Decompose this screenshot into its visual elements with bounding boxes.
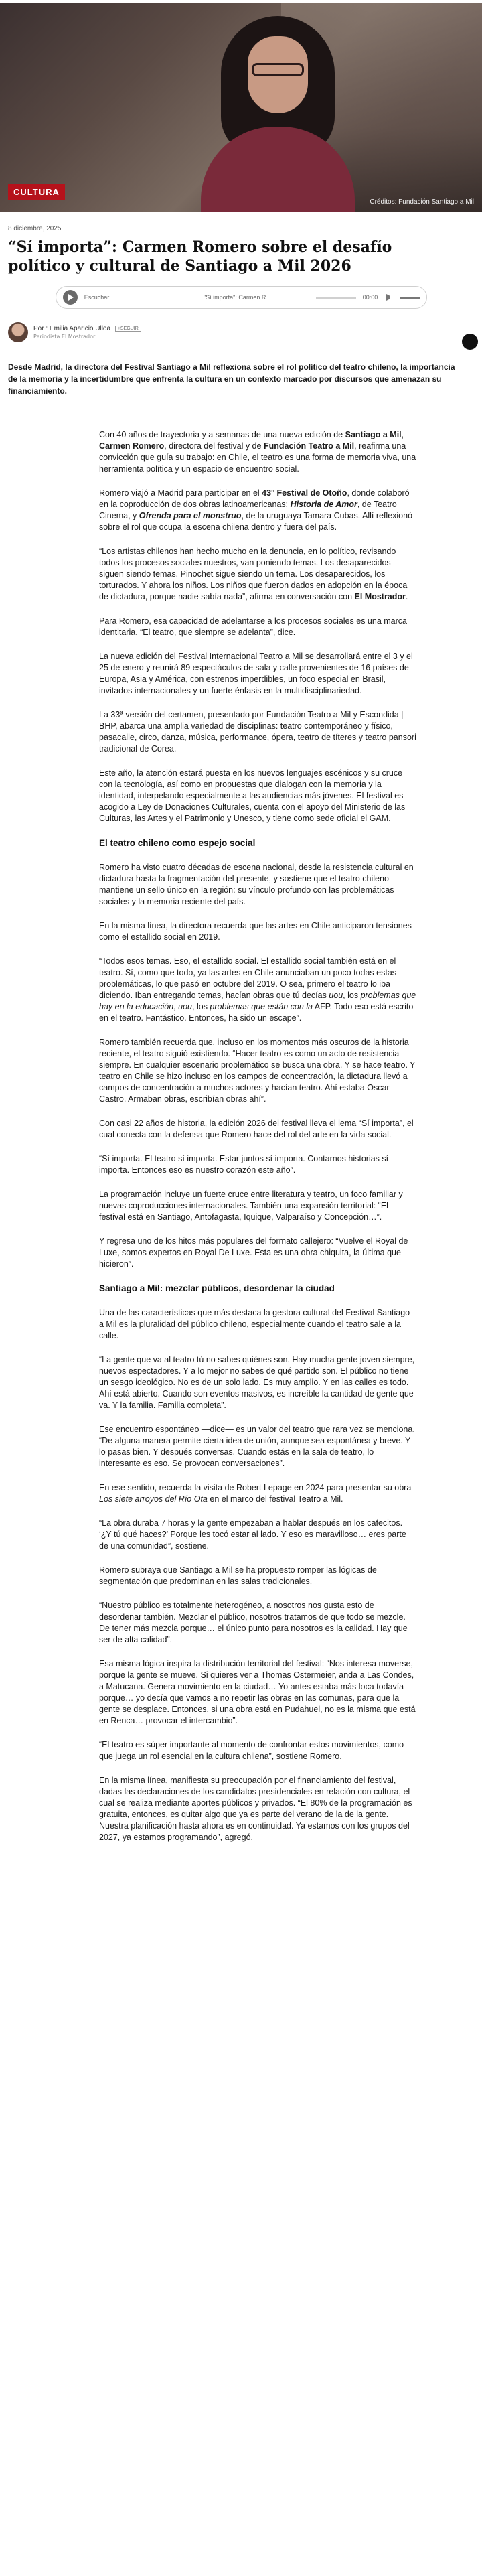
paragraph: “La obra duraba 7 horas y la gente empezaban a hablar después en los cafecitos. ‘¿Y tú qué haces?’ Porque les tocó estar al lado. Y eso es maravilloso… eres parte de una comunidad”, sostiene.	[99, 1518, 406, 1551]
portrait-glasses	[252, 63, 304, 76]
article-lead: Desde Madrid, la directora del Festival Santiago a Mil reflexiona sobre el rol político del teatro chileno, la importancia de la memoria y la incertidumbre que enfrenta la cultura en un contexto marcado por discursos que amenazan su financiamiento.	[8, 362, 455, 396]
byline-prefix: Por :	[33, 325, 48, 332]
hero-image	[0, 3, 482, 212]
paragraph: Esa misma lógica inspira la distribución territorial del festival: “Nos interesa moverse, porque la gente se mueve. Si quieres ver a Thomas Ostermeier, anda a Las Condes, a Matucana. Genera movimiento en la ciudad… Yo antes estaba más loca todavía porque… yo decía que vamos a no repetir las obras en las comunas, para que la gente se desplace. Entonces, si una obra está en Pudahuel, no es la misma que está en Renca… provocar el intercambio”.	[99, 1659, 416, 1725]
paragraph: En la misma línea, la directora recuerda que las artes en Chile anticiparon tensiones como el estallido social en 2019.	[99, 921, 412, 942]
paragraph: La 33ª versión del certamen, presentado por Fundación Teatro a Mil y Escondida | BHP, abarca una amplia variedad de disciplinas: teatro contemporáneo y físico, pasacalle, circo, danza, música, performance, ópera, teatro de títeres y teatro pansori tradicional de Corea.	[99, 710, 416, 754]
paragraph: Con 40 años de trayectoria y a semanas de una nueva edición de Santiago a Mil, Carmen Romero, directora del festival y de Fundación Teatro a Mil, reafirma una convicción que guía su trabajo: en Chile, el teatro es una forma de memoria viva, una herramienta política y un espacio de encuentro social.	[99, 430, 416, 474]
article-title: “Sí importa”: Carmen Romero sobre el desafío político y cultural de Santiago a Mil 2026	[8, 238, 392, 275]
paragraph: Romero viajó a Madrid para participar en el 43° Festival de Otoño, donde colaboró en la coproducción de dos obras latinoamericanas: Historia de Amor, de Teatro Cinema, y Ofrenda para el monstruo, de la uruguaya Tamara Cubas. Allí reflexionó sobre el rol que ocupa la escena chilena dentro y fuera del país.	[99, 488, 413, 532]
section-tag[interactable]: CULTURA	[8, 184, 65, 200]
section-heading: Santiago a Mil: mezclar públicos, desordenar la ciudad	[99, 1283, 335, 1293]
article-body	[99, 429, 416, 1843]
paragraph: La nueva edición del Festival Internacional Teatro a Mil se desarrollará entre el 3 y el 25 de enero y reunirá 89 espectáculos de sala y calle provenientes de 16 países de Europa, Asia y América, con estrenos imperdibles, un foco especial en Brasil, invitados internacionales y un fuerte énfasis en la multidisciplinariedad.	[99, 652, 413, 695]
track-title: "Sí importa": Carmen R	[203, 294, 266, 301]
paragraph: “Los artistas chilenos han hecho mucho en la denuncia, en lo político, revisando todos los procesos sociales nuestros, van poniendo temas. Los desaparecidos siguen siendo temas. Pinochet sigue siendo un tema. Los desaparecidos, los torturados. Y ahora los niños. Los niños que fueron dados en adopción en la época de dictadura, porque nadie sabía nada”, afirma en conversación con El Mostrador.	[99, 547, 408, 601]
photo-credits: Créditos: Fundación Santiago a Mil	[370, 198, 474, 206]
floating-action-button[interactable]	[462, 334, 478, 350]
link[interactable]: 43° Festival de Otoño	[262, 488, 347, 498]
paragraph: “Todos esos temas. Eso, el estallido social. El estallido social también está en el teatro. Sí, como que todo, ya las artes en Chile anunciaban un poco todas estas problemáticas, lo que pasó en octubre del 2019. O sea, primero el teatro lo iba diciendo. Iban entregando temas, hacían obras que tú decías uou, los problemas que hay en la educación, uou, los problemas que están con la AFP. Todo eso está escrito en el teatro. Fantástico. Entonces, ha sido un escape”.	[99, 956, 416, 1023]
audio-player	[56, 286, 427, 309]
portrait-body	[201, 127, 355, 212]
paragraph: Con casi 22 años de historia, la edición 2026 del festival lleva el lema “Sí importa”, el cual conecta con la defensa que Romero hace del rol del arte en la vida social.	[99, 1119, 414, 1139]
paragraph: Una de las características que más destaca la gestora cultural del Festival Santiago a Mil es la pluralidad del público chileno, especialmente cuando el teatro sale a la calle.	[99, 1308, 410, 1340]
play-button[interactable]	[63, 290, 78, 305]
volume-icon[interactable]	[386, 294, 396, 301]
article-date: 8 diciembre, 2025	[8, 225, 62, 232]
follow-button[interactable]: +SEGUIR	[115, 326, 141, 332]
author-role: Periodista El Mostrador	[33, 334, 96, 340]
paragraph: Romero subraya que Santiago a Mil se ha propuesto romper las lógicas de segmentación que predominan en las salas tradicionales.	[99, 1565, 377, 1586]
paragraph: “La gente que va al teatro tú no sabes quiénes son. Hay mucha gente joven siempre, nuevos espectadores. Y a lo mejor no sabes de qué partido son. El público no tiene un sesgo ideológico. No es de un solo lado. Es muy amplio. Y en las calles es todo. Ahí está abierto. Cuando son eventos masivos, es increíble la cantidad de gente que va. Y la familia. Familia completa”.	[99, 1355, 415, 1410]
track-time: 00:00	[362, 294, 378, 301]
author-avatar	[8, 322, 28, 342]
progress-bar[interactable]	[316, 297, 355, 299]
author-name[interactable]: Emilia Aparicio Ulloa	[49, 325, 111, 332]
page-bottom-spacer	[0, 1856, 482, 1883]
volume-slider[interactable]	[400, 297, 420, 299]
byline	[8, 322, 482, 342]
listen-label: Escuchar	[84, 294, 110, 301]
section-heading: El teatro chileno como espejo social	[99, 838, 256, 848]
paragraph: En la misma línea, manifiesta su preocupación por el financiamiento del festival, dadas las declaraciones de los candidatos presidenciales en relación con cultura, el cual se realiza mediante aportes públicos y privados. “El 80% de la programación es gratuita, entonces, es quitar algo que ya es parte del verano de la de la gente. Nuestra planificación hasta ahora es en continuidad. Ya estamos con los grupos del 2027, ya estamos programando”, agregó.	[99, 1776, 412, 1842]
play-icon	[68, 294, 74, 301]
hero-portrait	[221, 16, 335, 212]
paragraph: “El teatro es súper importante al momento de confrontar estos movimientos, como que juega un rol esencial en la cultura chilena”, sostiene Romero.	[99, 1740, 404, 1761]
paragraph: Para Romero, esa capacidad de adelantarse a los procesos sociales es una marca identitaria. “El teatro, que siempre se adelanta”, dice.	[99, 616, 407, 637]
paragraph: Romero también recuerda que, incluso en los momentos más oscuros de la historia reciente, el teatro siguió existiendo. “Hacer teatro es como un acto de resistencia siempre. En cualquier escenario problemático se busca una obra. Y se hace teatro. Y teatro en Chile se hizo incluso en los campos de concentración, la dictadura llevó a campos de concentración a muchos actores y hacían teatro. Ahí estaba Oscar Castro. Armaban obras, escribían obras ahí”.	[99, 1037, 416, 1104]
paragraph: “Nuestro público es totalmente heterogéneo, a nosotros nos gusta esto de desordenar también. Mezclar el público, nosotros tratamos de que todo se mezcle. De tener más mezcla porque… el único punto para nosotros es la calidad. Hay que ser de alta calidad”.	[99, 1601, 408, 1644]
paragraph: Este año, la atención estará puesta en los nuevos lenguajes escénicos y su cruce con la tecnología, así como en propuestas que dialogan con la memoria y la identidad, interpelando especialmente a las audiencias más jóvenes. El festival es acogido a Ley de Donaciones Culturales, cuenta con el apoyo del Ministerio de las Culturas, las Artes y el Patrimonio y Unesco, y tiene como sede oficial el GAM.	[99, 768, 406, 823]
paragraph: Y regresa uno de los hitos más populares del formato callejero: “Vuelve el Royal de Luxe, somos expertos en Royal De Luxe. Esta es una obra chiquita, la última que hicieron”.	[99, 1236, 408, 1269]
paragraph: En ese sentido, recuerda la visita de Robert Lepage en 2024 para presentar su obra Los siete arroyos del Río Ota en el marco del festival Teatro a Mil.	[99, 1483, 412, 1504]
paragraph: Ese encuentro espontáneo —dice— es un valor del teatro que rara vez se menciona. “De alguna manera permite cierta idea de unión, aunque sea espontánea y breve. Y lo pasas bien. Y después conversas. Cuando estás en la sala de teatro, lo interesante es eso. Se provocan conversaciones”.	[99, 1425, 415, 1468]
paragraph: La programación incluye un fuerte cruce entre literatura y teatro, un foco familiar y nuevas coproducciones internacionales. También una expansión territorial: “El festival está en Santiago, Antofagasta, Iquique, Valparaíso y Concepción…”.	[99, 1190, 403, 1222]
paragraph: “Sí importa. El teatro sí importa. Estar juntos sí importa. Contarnos historias sí importa. Entonces eso es nuestro corazón este año”.	[99, 1154, 389, 1175]
paragraph: Romero ha visto cuatro décadas de escena nacional, desde la resistencia cultural en dictadura hasta la fragmentación del presente, y sostiene que el teatro chileno mantiene un sello único en la región: su vínculo profundo con las problemáticas sociales y la memoria reciente del país.	[99, 863, 414, 906]
